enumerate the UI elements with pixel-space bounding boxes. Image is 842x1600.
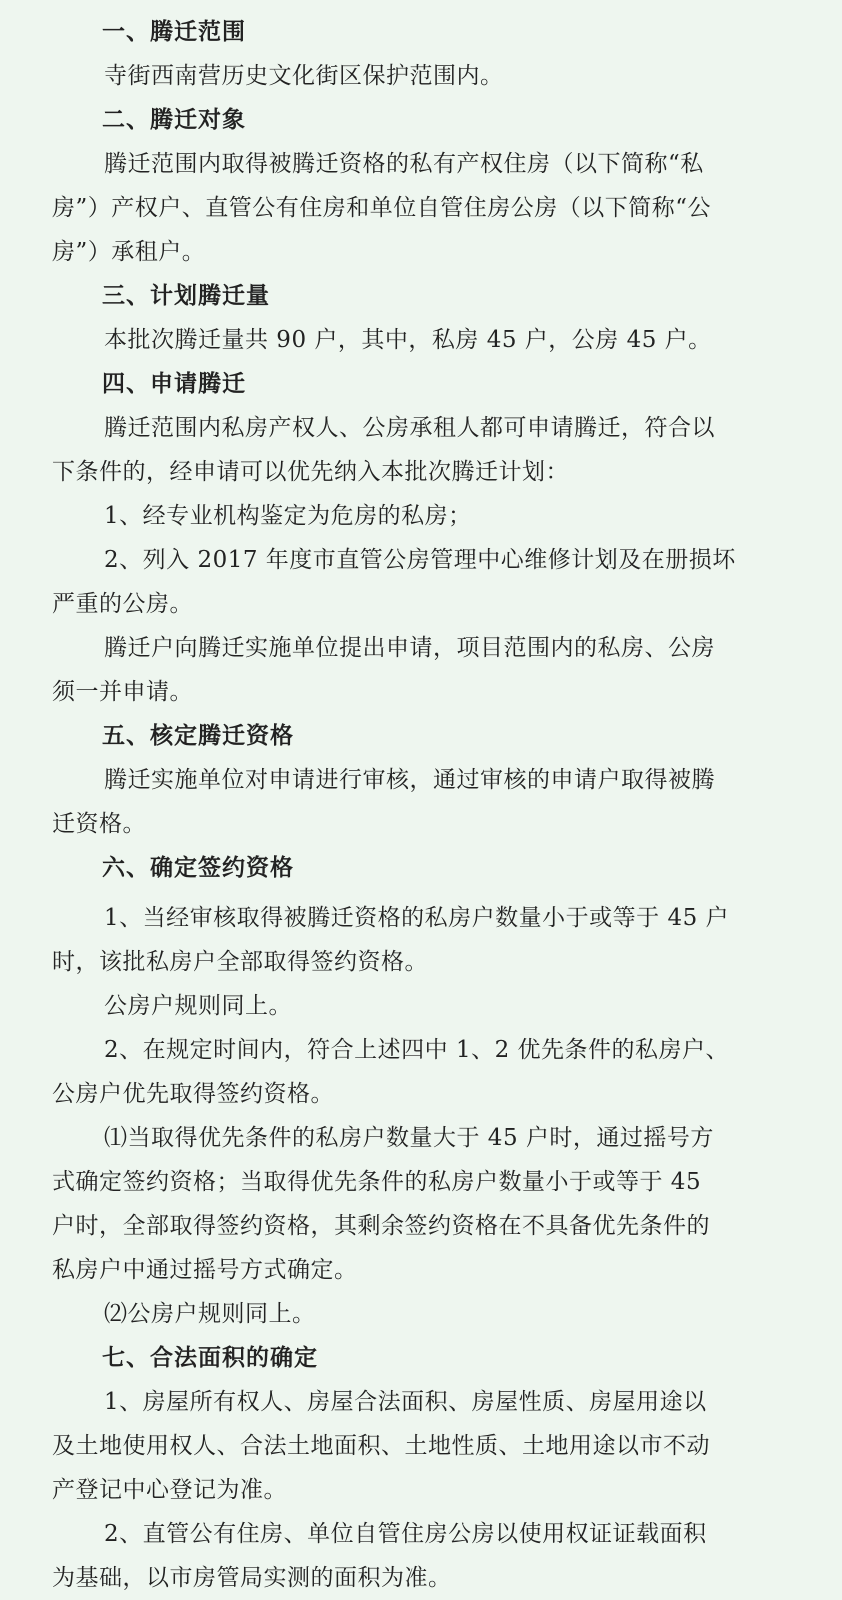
text-line: 2、在规定时间内，符合上述四中 1、2 优先条件的私房户、	[104, 1037, 730, 1063]
text-line: 腾迁范围内私房产权人、公房承租人都可申请腾迁，符合以	[104, 415, 715, 441]
text-line: 腾迁户向腾迁实施单位提出申请，项目范围内的私房、公房	[104, 635, 715, 661]
section-heading: 二、腾迁对象	[102, 107, 246, 133]
text-line: 式确定签约资格；当取得优先条件的私房户数量小于或等于 45	[52, 1169, 702, 1195]
text-line: 迁资格。	[52, 811, 146, 837]
section-heading: 三、计划腾迁量	[102, 283, 270, 309]
text-line: ⑴当取得优先条件的私房户数量大于 45 户时，通过摇号方	[104, 1125, 714, 1151]
text-line: 2、列入 2017 年度市直管公房管理中心维修计划及在册损坏	[104, 547, 736, 573]
section-heading: 六、确定签约资格	[102, 855, 294, 881]
text-line: 2、直管公有住房、单位自管住房公房以使用权证证载面积	[104, 1521, 707, 1547]
section-heading: 一、腾迁范围	[102, 19, 246, 45]
text-line: 寺街西南营历史文化街区保护范围内。	[104, 63, 504, 89]
text-line: 1、房屋所有权人、房屋合法面积、房屋性质、房屋用途以	[104, 1389, 707, 1415]
text-line: 腾迁范围内取得被腾迁资格的私有产权住房（以下简称“私	[104, 151, 704, 177]
text-line: 1、当经审核取得被腾迁资格的私房户数量小于或等于 45 户	[104, 905, 730, 931]
text-line: 1、经专业机构鉴定为危房的私房；	[104, 503, 472, 529]
section-heading: 五、核定腾迁资格	[102, 723, 294, 749]
text-line: 户时，全部取得签约资格，其剩余签约资格在不具备优先条件的	[52, 1213, 710, 1239]
section-heading: 四、申请腾迁	[102, 371, 246, 397]
text-line: 时，该批私房户全部取得签约资格。	[52, 949, 428, 975]
text-line: 严重的公房。	[52, 591, 193, 617]
text-line: 公房户优先取得签约资格。	[52, 1081, 334, 1107]
section-heading: 七、合法面积的确定	[102, 1345, 318, 1371]
text-line: 公房户规则同上。	[104, 993, 292, 1019]
text-line: 为基础，以市房管局实测的面积为准。	[52, 1565, 452, 1591]
text-line: 须一并申请。	[52, 679, 193, 705]
text-line: 私房户中通过摇号方式确定。	[52, 1257, 358, 1283]
text-line: 房”）产权户、直管公有住房和单位自管住房公房（以下简称“公	[52, 195, 712, 221]
text-line: ⑵公房户规则同上。	[104, 1301, 316, 1327]
text-line: 及土地使用权人、合法土地面积、土地性质、土地用途以市不动	[52, 1433, 710, 1459]
text-line: 房”）承租户。	[52, 239, 206, 265]
text-line: 产登记中心登记为准。	[52, 1477, 287, 1503]
text-line: 本批次腾迁量共 90 户，其中，私房 45 户，公房 45 户。	[104, 327, 712, 353]
text-line: 下条件的，经申请可以优先纳入本批次腾迁计划：	[52, 459, 569, 485]
text-line: 腾迁实施单位对申请进行审核，通过审核的申请户取得被腾	[104, 767, 715, 793]
